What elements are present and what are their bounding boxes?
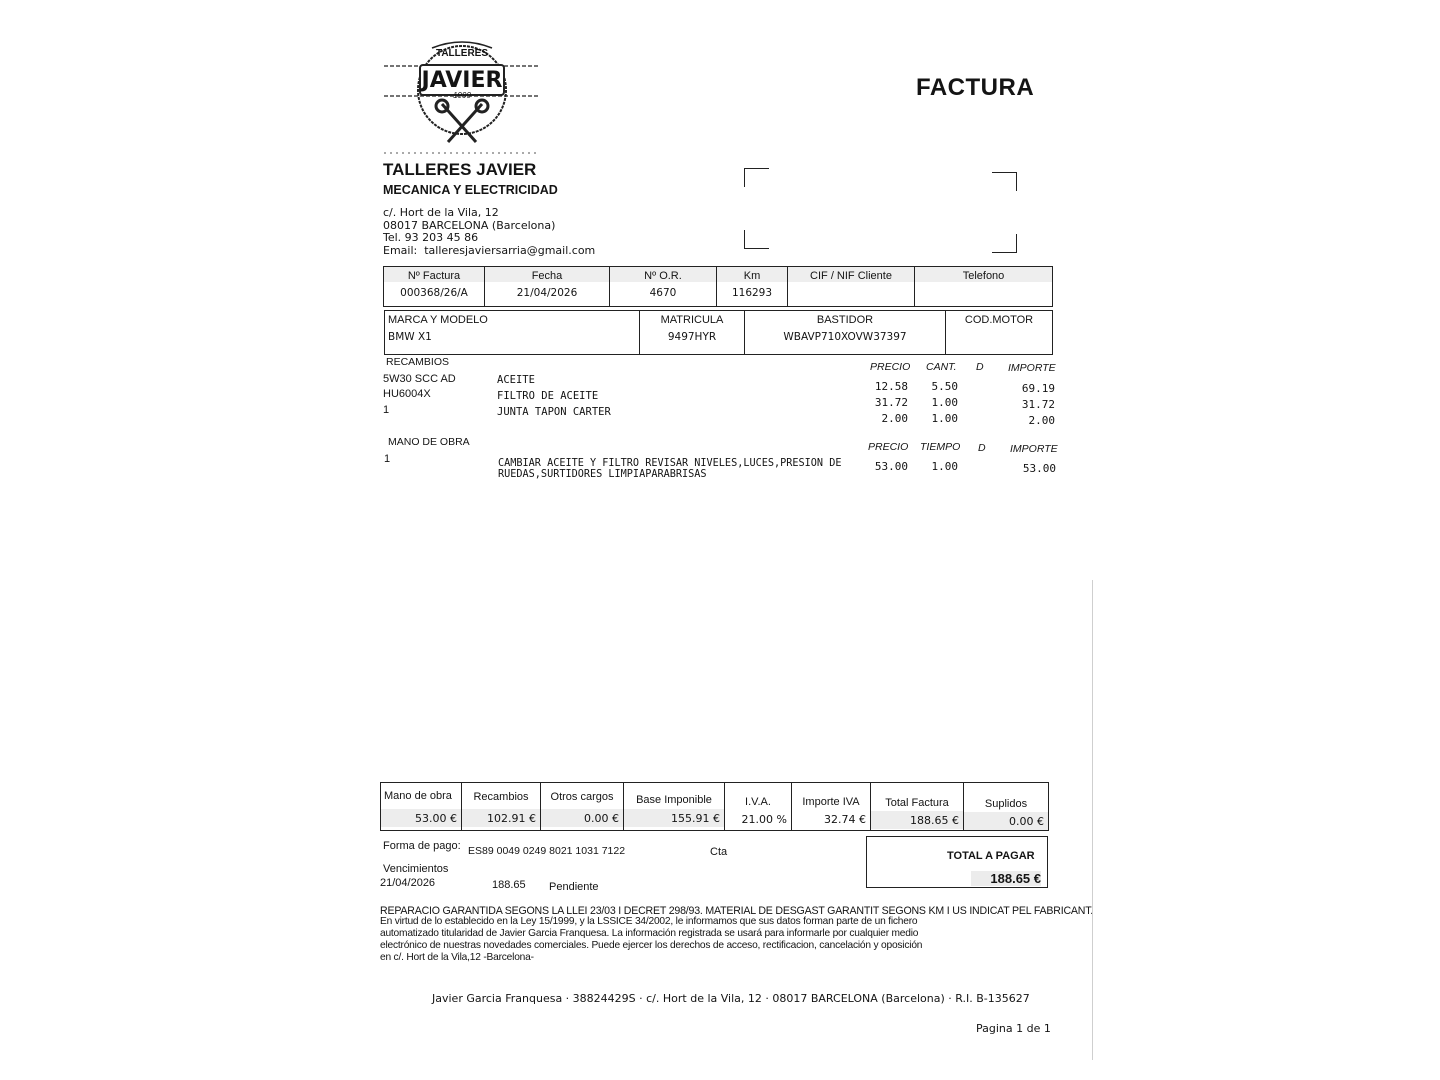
part-qty: 1.00: [931, 396, 958, 409]
company-email-label: Email:: [383, 244, 418, 257]
totals-cell-invoice-total: [871, 783, 964, 831]
labour-ref: 1: [384, 453, 391, 465]
header-label: Nº O.R.: [610, 267, 716, 282]
vehicle-value: BMW X1: [388, 331, 432, 343]
legal-warranty-text: REPARACIO GARANTIDA SEGONS LA LLEI 23/03 I DECRET 298/93. MATERIAL DE DESGAST GARANTIT SEGONS KM I US INDICAT PEL FABRICANT.: [380, 905, 1094, 917]
vehicle-value: WBAVP710XOVW37397: [783, 331, 907, 343]
header-label: Telefono: [915, 267, 1052, 282]
part-amount: 2.00: [1028, 414, 1055, 427]
totals-table: [380, 782, 1049, 831]
parts-col-amount: IMPORTE: [1008, 362, 1056, 374]
part-ref: 1: [383, 404, 390, 416]
header-label: Km: [717, 267, 787, 282]
labour-price: 53.00: [874, 460, 908, 473]
part-description: JUNTA TAPON CARTER: [497, 406, 611, 418]
company-address-line2: 08017 BARCELONA (Barcelona): [383, 219, 556, 232]
legal-privacy-line3: electrónico de nuestras novedades comerciales. Puede ejercer los derechos de acceso, rectificacion, cancelación y oposición: [380, 940, 923, 951]
part-description: ACEITE: [497, 374, 535, 386]
labour-section-label: MANO DE OBRA: [388, 436, 470, 448]
scan-page-edge: [1092, 580, 1093, 1060]
labour-col-price: PRECIO: [868, 441, 909, 453]
header-label: Nº Factura: [384, 267, 484, 282]
totals-label: Base Imponible: [636, 794, 712, 806]
logo-brand: JAVIER: [421, 68, 503, 93]
totals-cell-vat-amount: [792, 783, 871, 831]
company-logo: [384, 38, 540, 158]
labour-col-discount: D: [978, 442, 986, 454]
vehicle-label: MARCA Y MODELO: [388, 314, 488, 326]
labour-description-line1: CAMBIAR ACEITE Y FILTRO REVISAR NIVELES,LUCES,PRESION DE: [498, 458, 842, 469]
header-value: 21/04/2026: [516, 287, 578, 299]
totals-cell-parts: [462, 783, 541, 831]
totals-label: Mano de obra: [384, 790, 452, 802]
totals-value: 21.00 %: [741, 813, 787, 826]
company-name: TALLERES JAVIER: [383, 160, 537, 179]
legal-privacy-line2: automatizado titularidad de Javier Garcia Franquesa. La información registrada se usará para informarle por cualquier medio: [380, 928, 919, 939]
company-address-line1: c/. Hort de la Vila, 12: [383, 206, 499, 219]
document-title: FACTURA: [916, 74, 1035, 101]
parts-col-discount: D: [976, 361, 984, 373]
totals-label: Total Factura: [885, 797, 949, 809]
vehicle-label: COD.MOTOR: [964, 314, 1034, 326]
due-amount: 188.65: [492, 879, 526, 891]
header-value: [788, 282, 914, 287]
company-subtitle: MECANICA Y ELECTRICIDAD: [383, 183, 558, 197]
labour-time: 1.00: [931, 460, 958, 473]
part-qty: 5.50: [931, 380, 958, 393]
parts-col-qty: CANT.: [926, 361, 957, 373]
vehicle-value: [946, 326, 1052, 331]
header-cell-phone: [915, 267, 1053, 307]
labour-col-time: TIEMPO: [920, 441, 961, 453]
address-window-corner-tl: [744, 168, 769, 187]
vehicle-value: 9497HYR: [667, 331, 717, 343]
page-number: Pagina 1 de 1: [976, 1022, 1051, 1035]
totals-cell-labour: [381, 783, 462, 831]
header-value: 4670: [649, 287, 677, 299]
part-description: FILTRO DE ACEITE: [497, 390, 599, 402]
total-to-pay-box: [866, 836, 1048, 888]
legal-privacy-line4: en c/. Hort de la Vila,12 -Barcelona-: [380, 952, 534, 963]
totals-cell-other: [541, 783, 624, 831]
due-label: Vencimientos: [383, 863, 449, 875]
part-ref: 5W30 SCC AD: [383, 373, 456, 385]
part-ref: HU6004X: [383, 388, 431, 400]
logo-year: 1990: [453, 91, 471, 100]
payment-method-label: Forma de pago:: [383, 840, 461, 852]
parts-col-price: PRECIO: [870, 361, 911, 373]
total-to-pay-value: 188.65 €: [971, 871, 1041, 886]
header-cell-client-tax-id: [788, 267, 915, 307]
payment-method-value: ES89 0049 0249 8021 1031 7122: [468, 845, 626, 857]
payment-account-label: Cta: [710, 846, 728, 858]
totals-label: Otros cargos: [550, 791, 614, 803]
part-amount: 69.19: [1021, 382, 1055, 395]
header-cell-date: [485, 267, 610, 307]
totals-value: 53.00 €: [381, 809, 461, 827]
totals-label: Importe IVA: [802, 796, 860, 808]
company-phone: Tel. 93 203 45 86: [383, 231, 479, 244]
due-status: Pendiente: [549, 881, 599, 893]
totals-label: I.V.A.: [745, 796, 771, 808]
company-email: talleresjaviersarria@gmail.com: [424, 244, 596, 257]
totals-cell-vat-rate: [725, 783, 792, 831]
header-value: 116293: [731, 287, 773, 299]
parts-section-label: RECAMBIOS: [386, 356, 450, 368]
company-email-row: [383, 244, 595, 257]
header-cell-km: [717, 267, 788, 307]
part-price: 2.00: [881, 412, 908, 425]
totals-value: 188.65 €: [871, 811, 963, 829]
legal-privacy-line1: En virtud de lo establecido en la Ley 15/1999, y la LSSICE 34/2002, le informamos que sus datos forman parte de un fichero: [380, 916, 918, 927]
vehicle-cell-model: [385, 311, 640, 355]
vehicle-cell-engine-code: [946, 311, 1053, 355]
totals-value: 32.74 €: [824, 813, 866, 826]
header-cell-order-number: [610, 267, 717, 307]
header-value: 000368/26/A: [400, 287, 468, 299]
invoice-header-table: [383, 266, 1053, 307]
totals-cell-taxable-base: [624, 783, 725, 831]
labour-description-line2: RUEDAS,SURTIDORES LIMPIAPARABRISAS: [498, 469, 707, 480]
part-price: 31.72: [874, 396, 908, 409]
labour-amount: 53.00: [1022, 462, 1056, 475]
part-price: 12.58: [874, 380, 908, 393]
totals-value: 102.91 €: [462, 809, 540, 827]
footer-company-details: Javier Garcia Franquesa · 38824429S · c/. Hort de la Vila, 12 · 08017 BARCELONA (Barcelona) · R.I. B-135627: [432, 992, 1030, 1005]
vehicle-cell-plate: [640, 311, 745, 355]
header-label: CIF / NIF Cliente: [788, 267, 914, 282]
address-window-corner-br: [992, 234, 1017, 253]
vehicle-table: [384, 310, 1053, 355]
totals-value: 0.00 €: [541, 809, 623, 827]
part-qty: 1.00: [931, 412, 958, 425]
totals-label: Recambios: [473, 791, 529, 803]
logo-top-text: TALLERES: [435, 48, 489, 59]
header-value: [915, 282, 1052, 287]
address-window-corner-tr: [992, 172, 1017, 191]
labour-col-amount: IMPORTE: [1010, 443, 1058, 455]
totals-value: 0.00 €: [964, 812, 1048, 830]
header-label: Fecha: [485, 267, 609, 282]
due-date: 21/04/2026: [380, 877, 436, 889]
part-amount: 31.72: [1021, 398, 1055, 411]
vehicle-cell-chassis: [745, 311, 946, 355]
total-to-pay-label: TOTAL A PAGAR: [947, 850, 1035, 862]
totals-label: Suplidos: [984, 798, 1028, 810]
totals-value: 155.91 €: [624, 809, 724, 827]
totals-cell-outlays: [964, 783, 1049, 831]
header-cell-invoice-number: [384, 267, 485, 307]
address-window-corner-bl: [744, 230, 769, 249]
vehicle-label: BASTIDOR: [816, 314, 874, 326]
vehicle-label: MATRICULA: [660, 314, 724, 326]
